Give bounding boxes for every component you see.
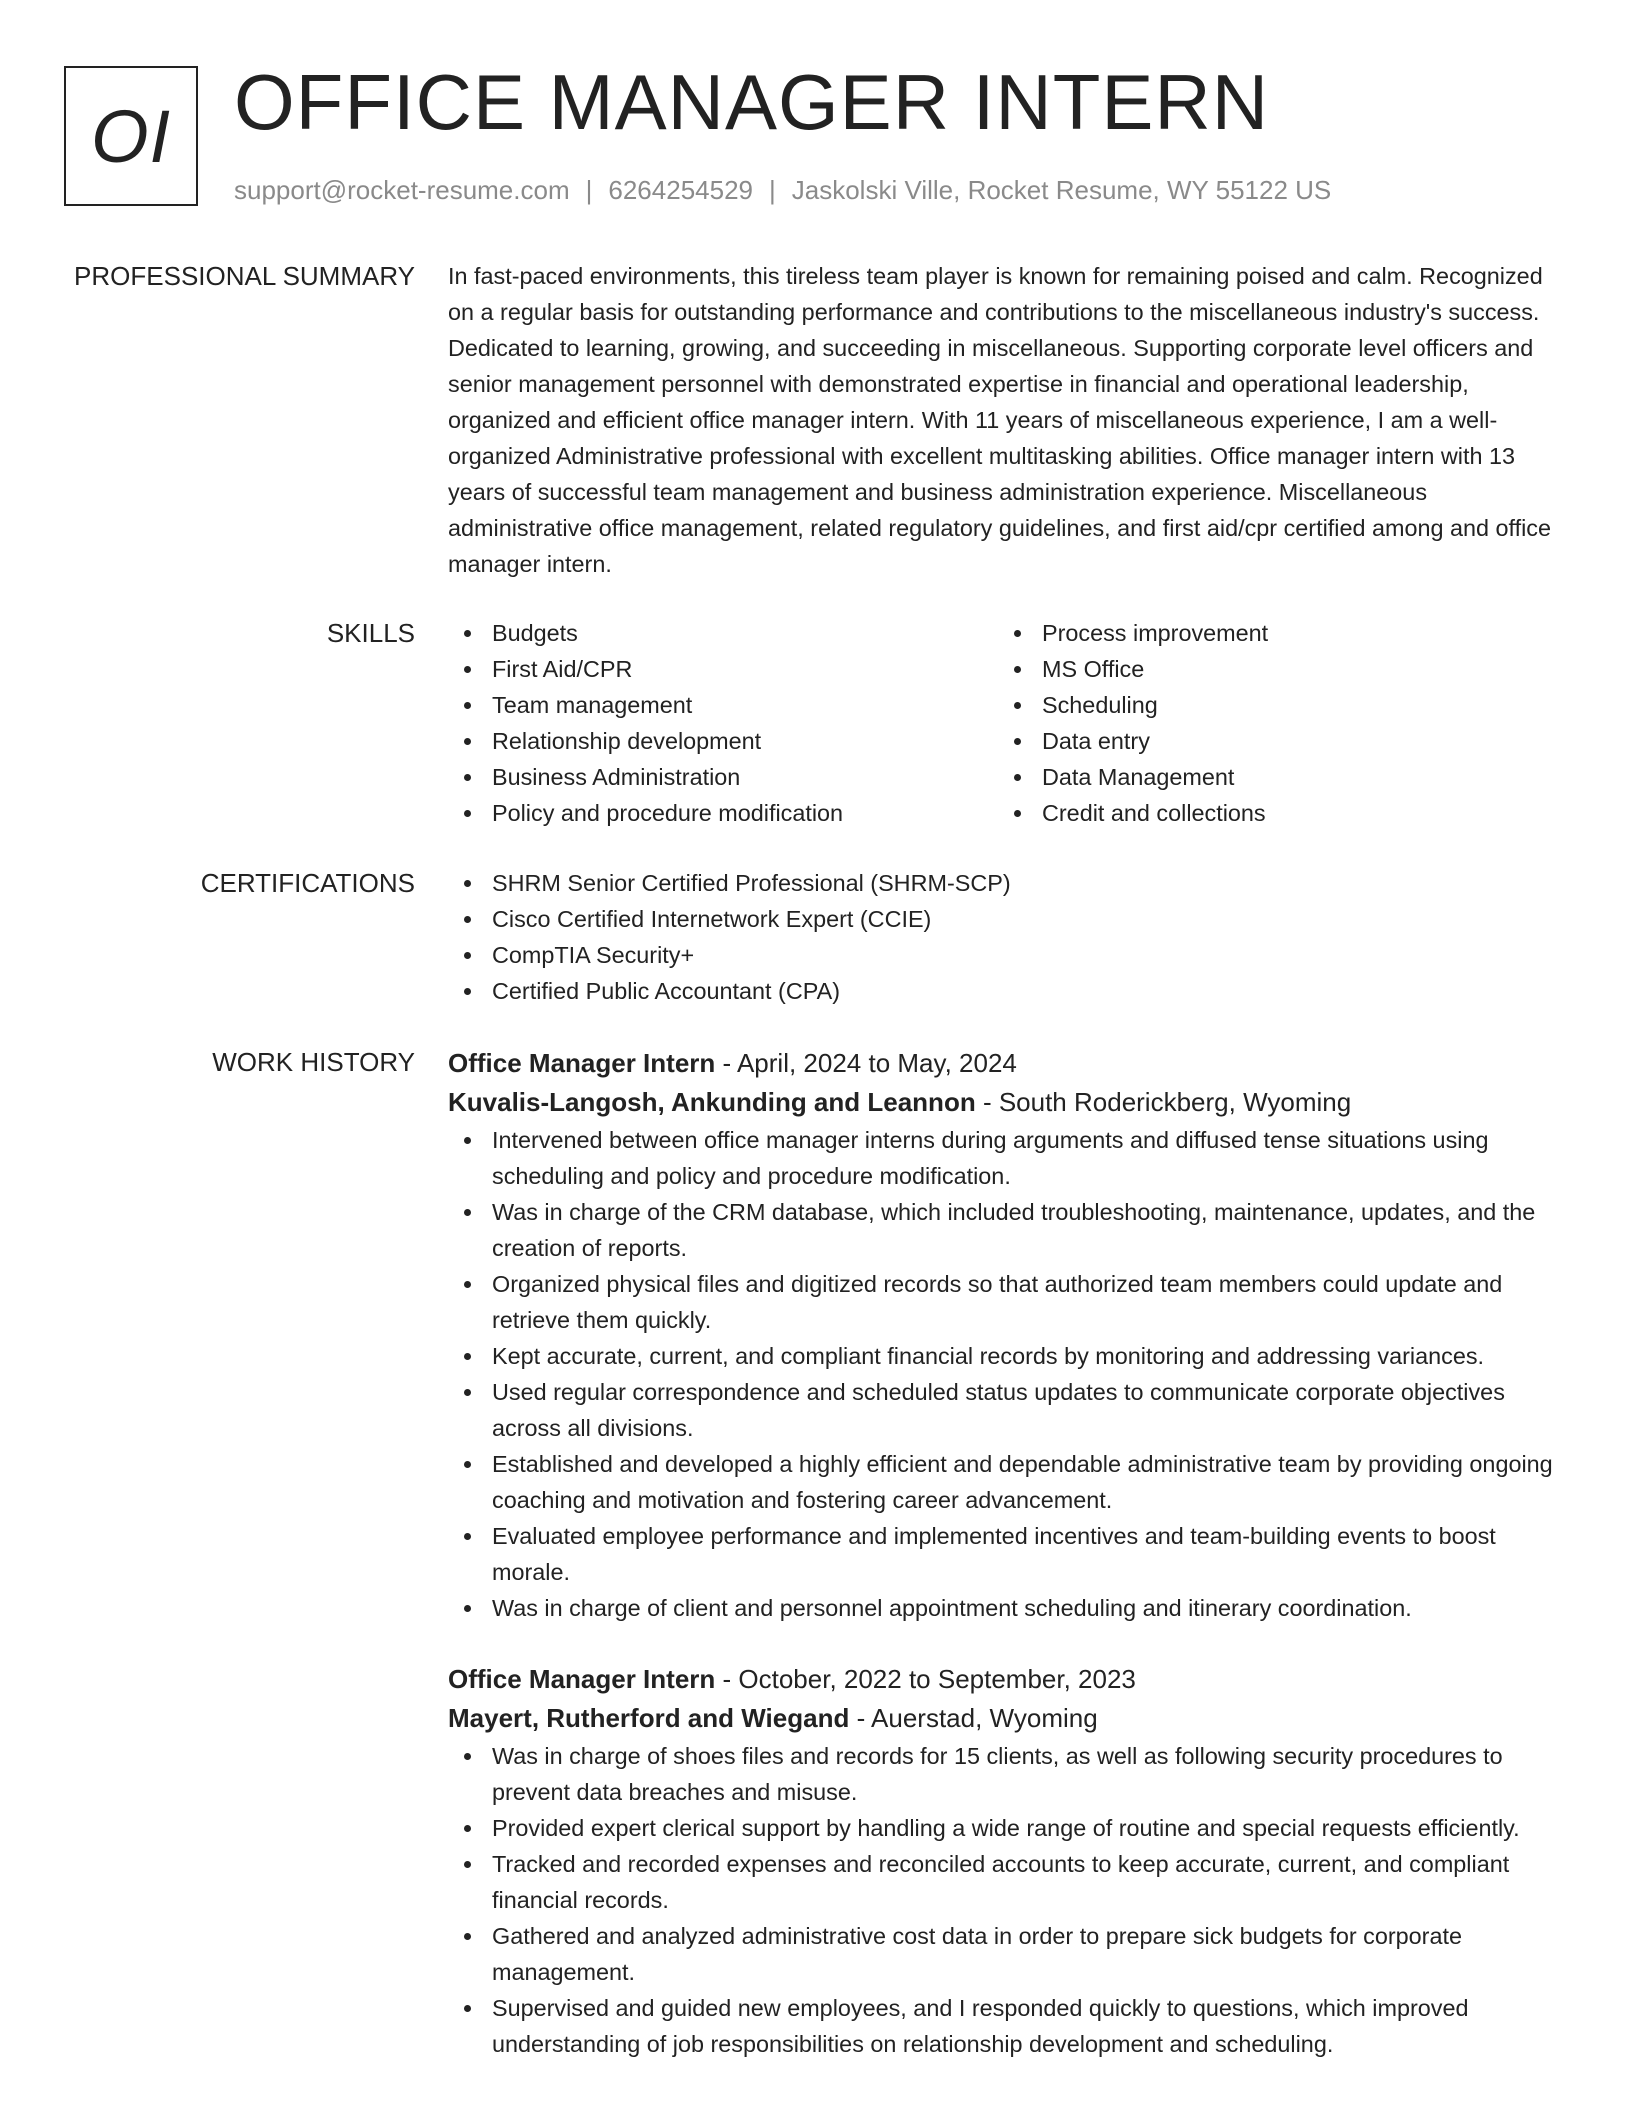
job-title-line [448, 1660, 1570, 1699]
separator: | [585, 175, 593, 205]
skill-item: Relationship development [448, 723, 998, 759]
skill-item: Budgets [448, 615, 998, 651]
skill-item: Data entry [998, 723, 1548, 759]
initials: OI [90, 94, 172, 178]
contact-address: Jaskolski Ville, Rocket Resume, WY 55122 US [791, 175, 1332, 205]
job-duties [448, 1738, 1570, 2062]
duty-item: Provided expert clerical support by handling a wide range of routine and special requests efficiently. [448, 1810, 1570, 1846]
contact-line [234, 172, 1331, 208]
certification-item: SHRM Senior Certified Professional (SHRM-SCP) [448, 865, 1570, 901]
skills-grid [448, 615, 1570, 831]
job-entry [448, 1044, 1570, 1626]
duty-item: Organized physical files and digitized records so that authorized team members could update and retrieve them quickly. [448, 1266, 1570, 1338]
certifications-body [448, 865, 1570, 1009]
skill-item: Data Management [998, 759, 1548, 795]
job-role: Office Manager Intern [448, 1664, 716, 1694]
contact-phone[interactable]: 6264254529 [608, 175, 753, 205]
monogram-logo [64, 66, 198, 206]
job-location: - Auerstad, Wyoming [849, 1703, 1098, 1733]
job-title-line [448, 1044, 1570, 1083]
certification-item: Cisco Certified Internetwork Expert (CCIE) [448, 901, 1570, 937]
separator: | [769, 175, 776, 205]
duty-item: Was in charge of the CRM database, which included troubleshooting, maintenance, updates, and the creation of reports. [448, 1194, 1570, 1266]
skill-item: Policy and procedure modification [448, 795, 998, 831]
skill-item: MS Office [998, 651, 1548, 687]
duty-item: Gathered and analyzed administrative cost data in order to prepare sick budgets for corporate management. [448, 1918, 1570, 1990]
section-label: CERTIFICATIONS [200, 868, 415, 898]
job-dates: - April, 2024 to May, 2024 [715, 1048, 1017, 1078]
skills-list-left [448, 615, 998, 831]
contact-email[interactable]: support@rocket-resume.com [234, 175, 570, 205]
job-entry [448, 1660, 1570, 2062]
duty-item: Was in charge of client and personnel appointment scheduling and itinerary coordination. [448, 1590, 1570, 1626]
duty-item: Intervened between office manager interns during arguments and diffused tense situations using scheduling and policy and procedure modification. [448, 1122, 1570, 1194]
duty-item: Established and developed a highly efficient and dependable administrative team by providing ongoing coaching and motivation and fostering career advancement. [448, 1446, 1570, 1518]
work-history-body [448, 1044, 1570, 2062]
skill-item: First Aid/CPR [448, 651, 998, 687]
skills-body [448, 615, 1570, 831]
job-location: - South Roderickberg, Wyoming [975, 1087, 1352, 1117]
job-dates: - October, 2022 to September, 2023 [715, 1664, 1136, 1694]
duty-item: Evaluated employee performance and implemented incentives and team-building events to boost morale. [448, 1518, 1570, 1590]
job-company: Kuvalis-Langosh, Ankunding and Leannon [448, 1087, 976, 1117]
job-company-line [448, 1699, 1570, 1738]
skill-item: Team management [448, 687, 998, 723]
duty-item: Used regular correspondence and scheduled status updates to communicate corporate objectives across all divisions. [448, 1374, 1570, 1446]
section-label: PROFESSIONAL SUMMARY [74, 261, 415, 291]
skills-list-right [998, 615, 1548, 831]
skill-item: Scheduling [998, 687, 1548, 723]
summary-text: In fast-paced environments, this tireless team player is known for remaining poised and calm. Recognized on a regular basis for outstanding performance and contributions to the miscellaneous industry's success. Dedicated to learning, growing, and succeeding in miscellaneous. Supporting corporate level officers and senior management personnel with demonstrated expertise in financial and operational leadership, organized and efficient office manager intern. With 11 years of miscellaneous experience, I am a well-organized Administrative professional with excellent multitasking abilities. Office manager intern with 13 years of successful team management and business administration experience. Miscellaneous administrative office management, related regulatory guidelines, and first aid/cpr certified among and office manager intern. [448, 263, 1552, 577]
section-label: WORK HISTORY [212, 1047, 415, 1077]
skill-item: Business Administration [448, 759, 998, 795]
duty-item: Tracked and recorded expenses and reconciled accounts to keep accurate, current, and compliant financial records. [448, 1846, 1570, 1918]
job-company: Mayert, Rutherford and Wiegand [448, 1703, 850, 1733]
section-label: SKILLS [326, 618, 415, 648]
certification-item: CompTIA Security+ [448, 937, 1570, 973]
resume-title: OFFICE MANAGER INTERN [234, 58, 1270, 146]
certification-item: Certified Public Accountant (CPA) [448, 973, 1570, 1009]
job-role: Office Manager Intern [448, 1048, 716, 1078]
job-company-line [448, 1083, 1570, 1122]
job-duties [448, 1122, 1570, 1626]
duty-item: Supervised and guided new employees, and I responded quickly to questions, which improved understanding of job responsibilities on relationship development and scheduling. [448, 1990, 1570, 2062]
skill-item: Process improvement [998, 615, 1548, 651]
certifications-list [448, 865, 1570, 1009]
duty-item: Was in charge of shoes files and records for 15 clients, as well as following security procedures to prevent data breaches and misuse. [448, 1738, 1570, 1810]
duty-item: Kept accurate, current, and compliant financial records by monitoring and addressing variances. [448, 1338, 1570, 1374]
summary-body [448, 258, 1570, 582]
skill-item: Credit and collections [998, 795, 1548, 831]
